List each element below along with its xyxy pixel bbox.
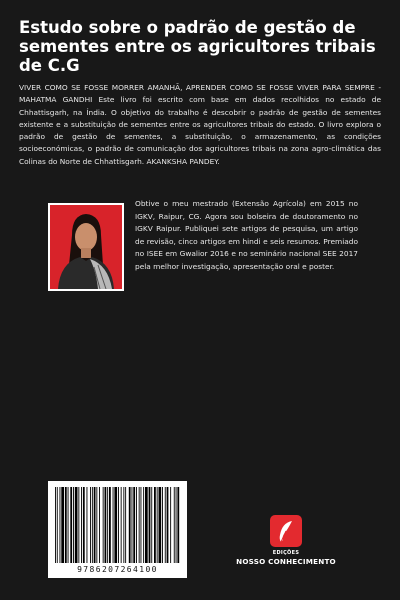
barcode-bar <box>123 487 124 563</box>
barcode-bar <box>75 487 78 563</box>
barcode-bar <box>83 487 85 563</box>
barcode-bar <box>92 487 93 563</box>
barcode-bar <box>129 487 131 563</box>
publisher-name-bottom: NOSSO CONHECIMENTO <box>236 557 336 566</box>
barcode-bar <box>65 487 67 563</box>
barcode-bar <box>167 487 169 563</box>
barcode-bar <box>113 487 114 563</box>
barcode-bar <box>87 487 88 563</box>
barcode-bar <box>109 487 111 563</box>
barcode-bar <box>149 487 151 563</box>
barcode-bar <box>132 487 133 563</box>
barcode-bar <box>136 487 137 563</box>
barcode-bar <box>78 487 79 563</box>
barcode-bar <box>61 487 64 563</box>
isbn-number: 9786207264100 <box>77 565 158 574</box>
barcode-bar <box>176 487 177 563</box>
barcode-bar <box>114 487 117 563</box>
barcode-bar <box>121 487 122 563</box>
barcode-bar <box>94 487 96 563</box>
author-portrait-image <box>50 205 122 289</box>
book-title: Estudo sobre o padrão de gestão de sementes entre os agricultores tribais de C.G <box>19 18 376 75</box>
author-photo <box>48 203 124 291</box>
barcode-bar <box>154 487 156 563</box>
barcode-bar <box>60 487 61 563</box>
barcode-bar <box>143 487 144 563</box>
barcode-bar <box>162 487 163 563</box>
barcode-bar <box>170 487 171 563</box>
publisher-name-top: EDIÇÕES <box>272 550 300 556</box>
barcode-bar <box>103 487 104 563</box>
barcode-bar <box>105 487 107 563</box>
barcode-bar <box>174 487 175 563</box>
barcode-bar <box>159 487 162 563</box>
isbn-barcode <box>48 481 187 578</box>
barcode-bar <box>133 487 135 563</box>
barcode-bar <box>165 487 166 563</box>
barcode-bar <box>99 487 100 563</box>
barcode-bar <box>141 487 142 563</box>
barcode-bar <box>81 487 82 563</box>
book-blurb: VIVER COMO SE FOSSE MORRER AMANHÃ, APRENDER COMO SE FOSSE VIVER PARA SEMPRE - MAHATMA GANDHI Este livro foi escrito com base em dados recolhidos no estado de Chhattisgarh, na Índia. O objetivo do trabalho é descobrir o padrão de gestão de sementes existente e a substituição de sementes entre os agricultores tribais do estado. O livro explora o padrão de gestão de sementes, a substituição, o armazenamento, as condições socioeconómicas, o padrão de comunicação dos agricultores tribais na zona agro-climática das Colinas do Norte de Chhattisgarh. AKANKSHA PANDEY. <box>19 83 381 166</box>
feather-quill-icon <box>270 515 302 547</box>
barcode-bar <box>139 487 140 563</box>
barcode-bar <box>68 487 69 563</box>
barcode-bar <box>107 487 108 563</box>
barcode-bar <box>73 487 74 563</box>
barcode-bar <box>55 487 56 563</box>
barcode-bar <box>70 487 72 563</box>
barcode-bar <box>125 487 126 563</box>
barcode-bar <box>145 487 148 563</box>
barcode-bar <box>177 487 179 563</box>
barcode-bar <box>96 487 97 563</box>
barcode-bars <box>53 487 182 563</box>
barcode-bar <box>57 487 58 563</box>
barcode-bar <box>157 487 158 563</box>
author-bio: Obtive o meu mestrado (Extensão Agrícola) em 2015 no IGKV, Raipur, CG. Agora sou bolseira de doutoramento no IGKV Raipur. Publiquei sete artigos de pesquisa, um artigo de revisão, cinco artigos em hindi e seis resumos. Premiado no ISEE em Gwalior 2016 e no seminário nacional SEE 2017 pela melhor investigação, apresentação oral e poster. <box>135 199 358 271</box>
barcode-bar <box>151 487 152 563</box>
barcode-bar <box>118 487 119 563</box>
barcode-bar <box>90 487 91 563</box>
